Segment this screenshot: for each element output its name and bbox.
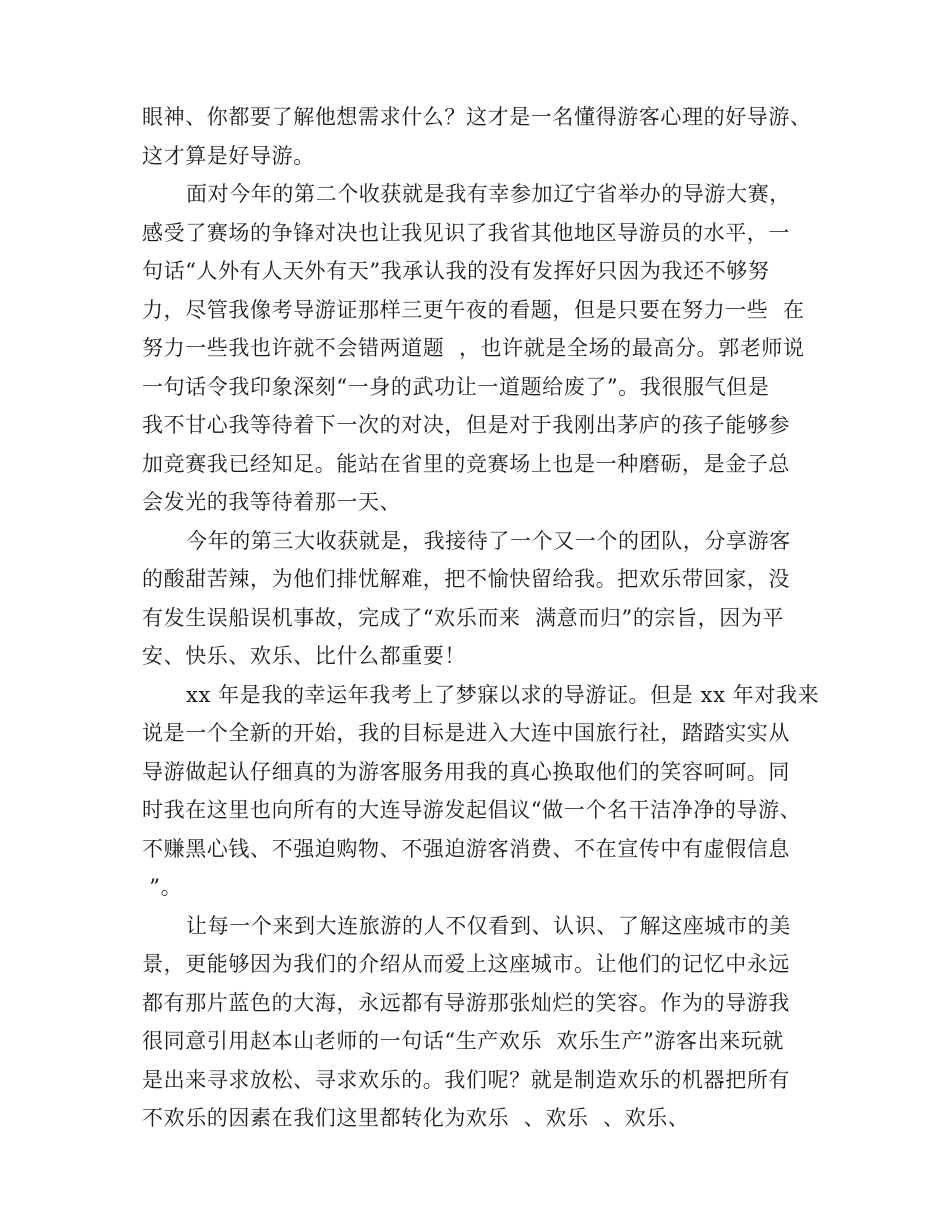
text-line: 导游做起认仔细真的为游客服务用我的真心换取他们的笑容呵呵。同 bbox=[142, 759, 790, 784]
text-line: 说是一个全新的开始，我的目标是进入大连中国旅行社，踏踏实实从 bbox=[142, 721, 790, 745]
text-line: 力，尽管我像考导游证那样三更午夜的看题，但是只要在努力一些 在 bbox=[142, 297, 805, 322]
text-line: 不欢乐的因素在我们这里都转化为欢乐 、欢乐 、欢乐、 bbox=[142, 1106, 690, 1130]
text-line: 的酸甜苦辣，为他们排忧解难，把不愉快留给我。把欢乐带回家，没 bbox=[142, 567, 790, 591]
text-line: 是出来寻求放松、寻求欢乐的。我们呢？就是制造欢乐的机器把所有 bbox=[142, 1067, 790, 1092]
text-line: 这才算是好导游。 bbox=[142, 143, 315, 168]
text-line: 句话“人外有人天外有天”我承认我的没有发挥好只因为我还不够努 bbox=[142, 259, 770, 283]
text-line: 一句话令我印象深刻“一身的武功让一道题给废了”。我很服气但是 bbox=[142, 374, 770, 399]
text-line: 有发生误船误机事故，完成了“欢乐而来 满意而归”的宗旨，因为平 bbox=[142, 605, 785, 630]
text-line: 努力一些我也许就不会错两道题 ，也许就是全场的最高分。郭老师说 bbox=[142, 336, 805, 360]
text-line: 我不甘心我等待着下一次的对决，但是对于我刚出茅庐的孩子能够参 bbox=[142, 413, 790, 437]
text-line: 景，更能够因为我们的介绍从而爱上这座城市。让他们的记忆中永远 bbox=[142, 952, 790, 976]
text-line: 加竞赛我已经知足。能站在省里的竞赛场上也是一种磨砺，是金子总 bbox=[142, 451, 790, 476]
text-line: 很同意引用赵本山老师的一句话“生产欢乐 欢乐生产”游客出来玩就 bbox=[142, 1029, 785, 1053]
text-line: 面对今年的第二个收获就是我有幸参加辽宁省举办的导游大赛， bbox=[186, 182, 791, 206]
text-line: 让每一个来到大连旅游的人不仅看到、认识、了解这座城市的美 bbox=[186, 913, 791, 938]
text-line: 安、快乐、欢乐、比什么都重要！ bbox=[142, 644, 466, 668]
text-line: 会发光的我等待着那一天、 bbox=[142, 490, 402, 514]
text-line: xx 年是我的幸运年我考上了梦寐以求的导游证。但是 xx 年对我来 bbox=[186, 682, 820, 707]
document-body bbox=[142, 98, 822, 1138]
text-line: 今年的第三大收获就是，我接待了一个又一个的团队，分享游客 bbox=[186, 528, 791, 553]
text-line: 都有那片蓝色的大海，永远都有导游那张灿烂的笑容。作为的导游我 bbox=[142, 990, 790, 1015]
text-line: 不赚黑心钱、不强迫购物、不强迫游客消费、不在宣传中有虚假信息 bbox=[142, 836, 790, 861]
text-line: ”。 bbox=[142, 875, 183, 899]
text-line: 时我在这里也向所有的大连导游发起倡议“做一个名干洁净净的导游、 bbox=[142, 798, 802, 822]
text-line: 眼神、你都要了解他想需求什么？这才是一名懂得游客心理的好导游、 bbox=[142, 105, 812, 129]
text-line: 感受了赛场的争锋对决也让我见识了我省其他地区导游员的水平，一 bbox=[142, 220, 790, 245]
